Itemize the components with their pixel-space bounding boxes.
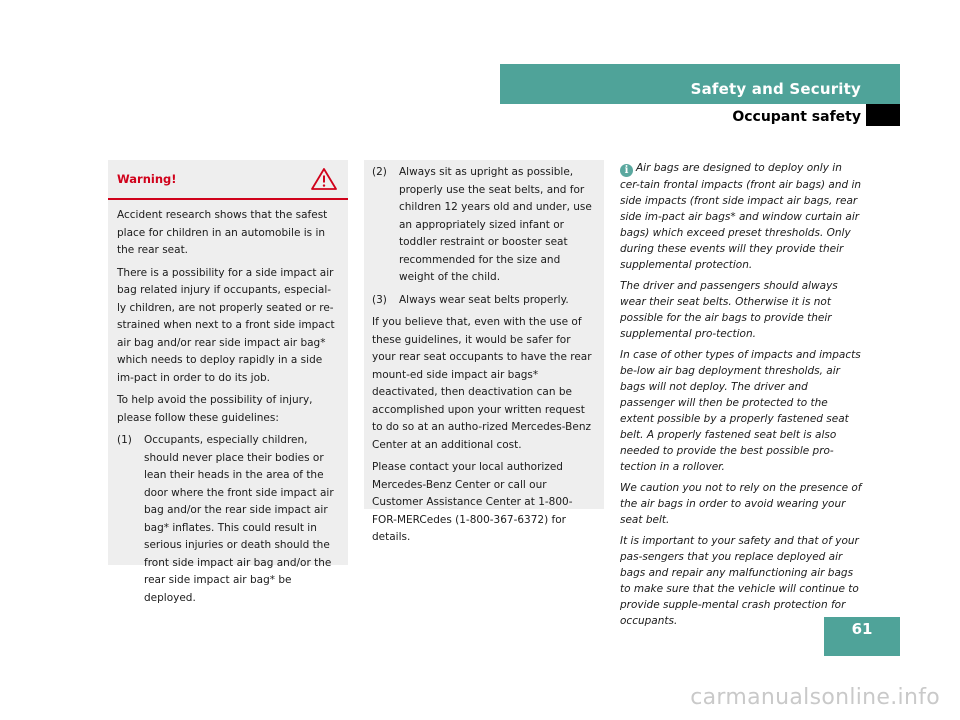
warning-triangle-icon (311, 168, 337, 190)
warning-body (108, 200, 348, 607)
guideline-number: (3) (372, 293, 387, 306)
guideline-number: (2) (372, 166, 387, 178)
guideline-item (372, 292, 596, 310)
guideline-item (117, 432, 339, 607)
guideline-number: (1) (117, 434, 132, 446)
warning-header (108, 160, 348, 200)
guideline-text: Occupants, especially children, should never place their bodies or lean their heads in the area of the door where the front side impact air bag and/or the rear side impact air bag* inflates. This could result in serious injuries or death should the front side impact air bag and/or the rear side impact air bag* be deployed. (144, 434, 334, 604)
note-paragraph: The driver and passengers should always wear their seat belts. Otherwise it is not possible for the air bags to provide their supplemental pro-tection. (620, 280, 838, 340)
note-column (620, 160, 862, 634)
note-paragraph (620, 160, 862, 273)
warning-paragraph: To help avoid the possibility of injury, please follow these guidelines: (117, 394, 313, 424)
header-tab-marker (866, 104, 900, 126)
note-paragraph: We caution you not to rely on the presence of the air bags in order to avoid wearing your seat belt. (620, 482, 862, 526)
note-paragraph: In case of other types of impacts and impacts be-low air bag deployment thresholds, air bags will not deploy. The driver and passenger will then be protected to the extent possible by a properly fastened seat belt. A properly fastened seat belt is also needed to provide the best possible pro-tection in a rollover. (620, 349, 861, 473)
warning-continuation-box (364, 160, 604, 543)
guideline-text: Always sit as upright as possible, properly use the seat belts, and for children 12 years old and under, use an appropriately sized infant or toddler restraint or booster seat recommended for the size and weight of the child. (399, 166, 592, 283)
guideline-item (372, 164, 596, 287)
guideline-text: Always wear seat belts properly. (399, 293, 569, 306)
section-title: Safety and Security (690, 80, 861, 98)
watermark: carmanualsonline.info (690, 685, 940, 710)
page-subtitle: Occupant safety (732, 109, 861, 125)
warning-label: Warning! (117, 172, 177, 186)
note-paragraph: It is important to your safety and that of your pas-sengers that you replace deployed air bags and repair any malfunctioning air bags to make sure that the vehicle will continue to provide supple-mental crash protection for occupants. (620, 535, 859, 627)
warning-box (108, 160, 348, 604)
info-icon: i (620, 164, 633, 177)
warning-paragraph: Accident research shows that the safest place for children in an automobile is in the rear seat. (117, 209, 328, 256)
continuation-paragraph: Please contact your local authorized Mercedes-Benz Center or call our Customer Assistance Center at 1-800-FOR-MERCedes (1-800-367-6372) for details. (372, 461, 573, 543)
continuation-body (364, 160, 604, 547)
page-number: 61 (824, 617, 900, 656)
warning-paragraph: There is a possibility for a side impact air bag related injury if occupants, especial-ly children, are not properly seated or re-strained when next to a front side impact air bag and/or rear side impact air bag* which needs to deploy rapidly in a side im-pact in order to do its job. (117, 266, 335, 384)
continuation-paragraph: If you believe that, even with the use of these guidelines, it would be safer for your rear seat occupants to have the rear mount-ed side impact air bags* deactivated, then deactivation can be accomplished upon your written request to do so at an autho-rized Mercedes-Benz Center at an additional cost. (372, 316, 592, 451)
note-text: Air bags are designed to deploy only in cer-tain frontal impacts (front air bags) and in side impacts (front side impact air bags, rear side im-pact air bags* and window curtain air bags) which exceed preset thresholds. Only during these events will they provide their supplemental protection. (620, 162, 862, 271)
